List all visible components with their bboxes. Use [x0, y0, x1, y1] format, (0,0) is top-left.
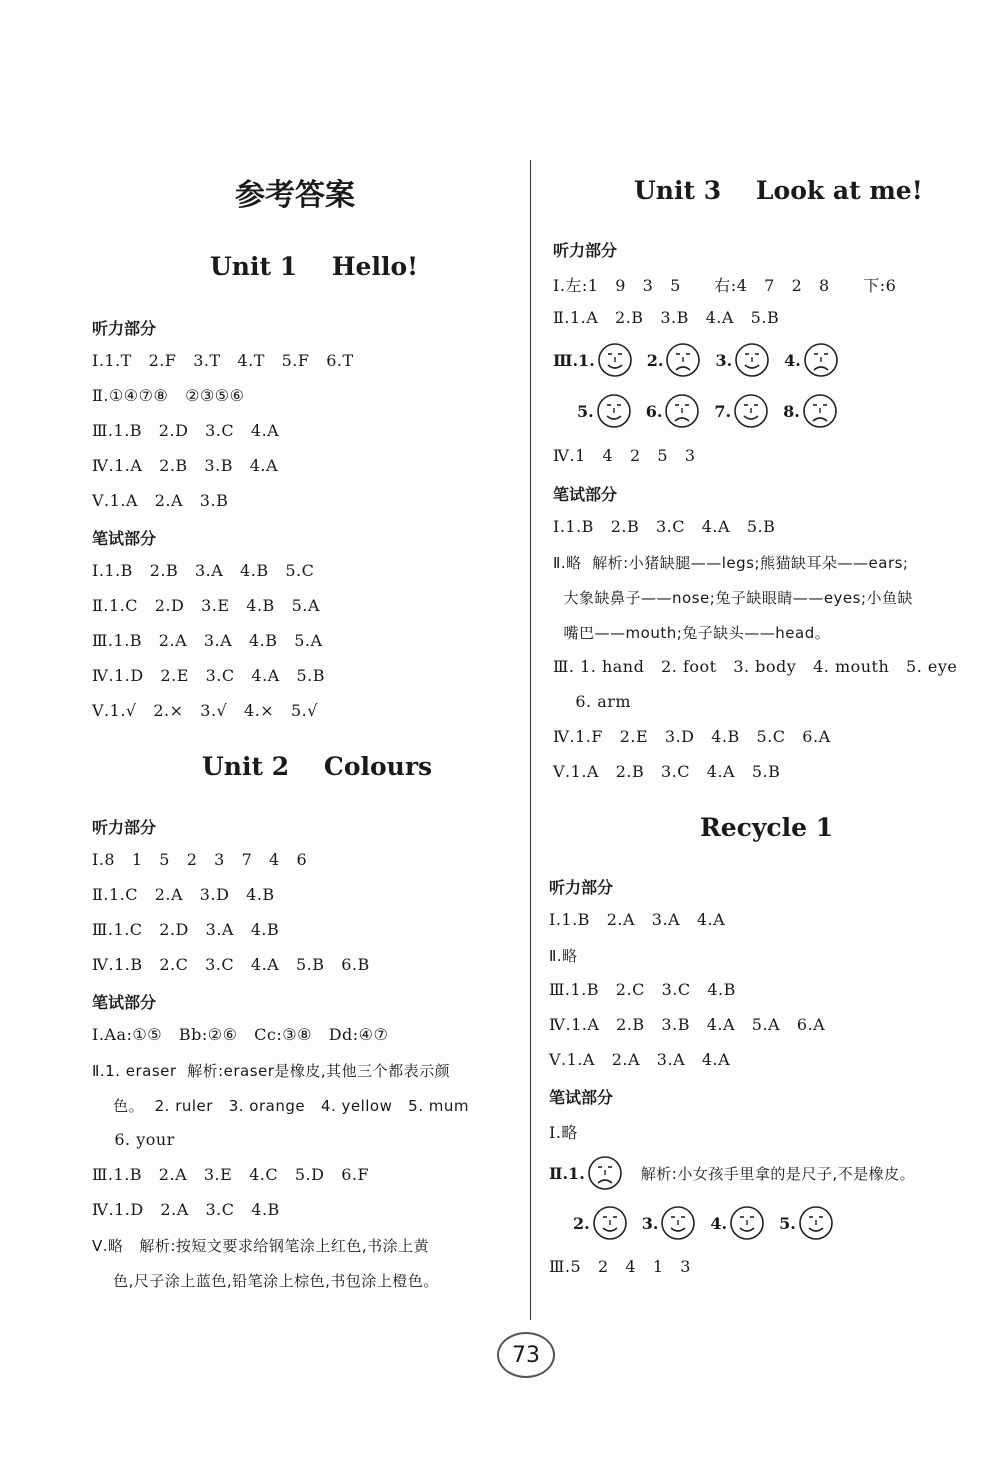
- face-label: 3.: [715, 350, 733, 370]
- face-label: 5.: [577, 401, 594, 421]
- recycle1-listening-label: 听力部分: [549, 878, 614, 897]
- page-title: 参考答案: [235, 178, 355, 213]
- answer-line: Ⅳ.1.F 2.E 3.D 4.B 5.C 6.A: [553, 727, 831, 746]
- answer-line: Ⅲ.1.C 2.D 3.A 4.B: [92, 920, 280, 939]
- happy-face-icon: [592, 1205, 628, 1241]
- face-label: 6.: [645, 401, 663, 421]
- unit2-listening-label: 听力部分: [92, 818, 157, 837]
- recycle1-faces-row1: [549, 1155, 915, 1191]
- unit2-writing-label: 笔试部分: [92, 993, 157, 1012]
- face-item: [647, 342, 702, 378]
- answer-line: Ⅰ.8 1 5 2 3 7 4 6: [92, 850, 308, 869]
- face-item: [573, 1205, 628, 1241]
- happy-face-icon: [798, 1205, 834, 1241]
- unit3-line2: Ⅱ.1.A 2.B 3.B 4.A 5.B: [553, 308, 780, 327]
- happy-face-icon: [597, 342, 633, 378]
- sad-face-icon: [802, 393, 838, 429]
- answer-line: Ⅲ.1.B 2.A 3.E 4.C 5.D 6.F: [92, 1165, 370, 1184]
- happy-face-icon: [734, 342, 770, 378]
- recycle1-note: 解析:小女孩手里拿的是尺子,不是橡皮。: [640, 1164, 916, 1183]
- answer-line: Ⅰ.1.B 2.A 3.A 4.A: [549, 910, 726, 929]
- unit3-line4: Ⅳ.1 4 2 5 3: [553, 446, 696, 465]
- face-label: 4.: [784, 350, 801, 370]
- answer-line: Ⅱ.1.C 2.A 3.D 4.B: [92, 885, 275, 904]
- unit1-listening-label: 听力部分: [92, 319, 157, 338]
- face-item: [577, 393, 632, 429]
- sad-face-icon: [664, 393, 700, 429]
- answer-line: 大象缺鼻子——nose;兔子缺眼睛——eyes;小鱼缺: [553, 589, 914, 607]
- answer-line: Ⅴ.略 解析:按短文要求给钢笔涂上红色,书涂上黄: [92, 1237, 430, 1255]
- face-item: [714, 393, 769, 429]
- answer-line: 嘴巴——mouth;兔子缺头——head。: [553, 624, 831, 642]
- answer-line: Ⅱ.1. eraser 解析:eraser是橡皮,其他三个都表示颜: [92, 1062, 451, 1080]
- answer-line: Ⅰ.1.T 2.F 3.T 4.T 5.F 6.T: [92, 351, 354, 370]
- recycle1-last-line: Ⅲ.5 2 4 1 3: [549, 1257, 691, 1276]
- face-label: Ⅲ.1.: [553, 350, 595, 370]
- page-number: 73: [497, 1332, 555, 1378]
- face-label: 7.: [714, 401, 732, 421]
- answer-line: Ⅰ.1.B 2.B 3.A 4.B 5.C: [92, 561, 315, 580]
- answer-line: Ⅱ.略 解析:小猪缺腿——legs;熊猫缺耳朵——ears;: [553, 554, 909, 572]
- answer-line: Ⅲ. 1. hand 2. foot 3. body 4. mouth 5. eye: [553, 657, 958, 676]
- face-label: 8.: [783, 401, 800, 421]
- face-item: [783, 393, 838, 429]
- unit2-heading: Unit 2 Colours: [202, 752, 433, 781]
- happy-face-icon: [733, 393, 769, 429]
- answer-line: Ⅳ.1.A 2.B 3.B 4.A 5.A 6.A: [549, 1015, 826, 1034]
- answer-line: Ⅳ.1.B 2.C 3.C 4.A 5.B 6.B: [92, 955, 370, 974]
- face-item: [784, 342, 839, 378]
- unit3-line1: Ⅰ.左:1 9 3 5 右:4 7 2 8 下:6: [553, 276, 897, 295]
- answer-line: 6. arm: [553, 692, 632, 711]
- answer-line: Ⅲ.1.B 2.C 3.C 4.B: [549, 980, 736, 999]
- answer-line: 6. your: [92, 1130, 175, 1149]
- happy-face-icon: [660, 1205, 696, 1241]
- divider: [530, 160, 531, 1320]
- face-label: Ⅱ.1.: [549, 1163, 585, 1183]
- face-item: [642, 1205, 697, 1241]
- answer-line: Ⅰ.1.B 2.B 3.C 4.A 5.B: [553, 517, 776, 536]
- answer-line: Ⅳ.1.A 2.B 3.B 4.A: [92, 456, 279, 475]
- face-label: 3.: [641, 1213, 659, 1233]
- unit1-writing-label: 笔试部分: [92, 529, 157, 548]
- face-item: [779, 1205, 834, 1241]
- unit1-heading: Unit 1 Hello!: [210, 252, 419, 281]
- answer-line: Ⅴ.1.A 2.A 3.A 4.A: [549, 1050, 731, 1069]
- sad-face-icon: [803, 342, 839, 378]
- face-item: [715, 342, 770, 378]
- recycle1-heading: Recycle 1: [700, 813, 834, 842]
- answer-line: Ⅳ.1.D 2.A 3.C 4.B: [92, 1200, 280, 1219]
- happy-face-icon: [729, 1205, 765, 1241]
- face-item: [646, 393, 701, 429]
- face-item: [710, 1205, 765, 1241]
- face-label: 4.: [710, 1213, 728, 1233]
- face-label: 2.: [573, 1213, 590, 1233]
- sad-face-icon: [665, 342, 701, 378]
- recycle1-writing-label: 笔试部分: [549, 1088, 614, 1107]
- answer-line: Ⅲ.1.B 2.D 3.C 4.A: [92, 421, 280, 440]
- unit3-listening-label: 听力部分: [553, 241, 618, 260]
- answer-line: Ⅱ.略: [549, 947, 578, 965]
- unit3-heading: Unit 3 Look at me!: [634, 176, 923, 205]
- face-label: 5.: [779, 1213, 796, 1233]
- answer-line: Ⅳ.1.D 2.E 3.C 4.A 5.B: [92, 666, 325, 685]
- answer-line: 色。 2. ruler 3. orange 4. yellow 5. mum: [92, 1097, 469, 1115]
- answer-line: Ⅱ.①④⑦⑧ ②③⑤⑥: [92, 386, 245, 405]
- unit3-faces-row1: [553, 342, 853, 378]
- unit3-faces-row2: [577, 393, 852, 429]
- recycle1-writing-line1: Ⅰ.略: [549, 1123, 578, 1142]
- answer-line: Ⅱ.1.C 2.D 3.E 4.B 5.A: [92, 596, 320, 615]
- happy-face-icon: [596, 393, 632, 429]
- face-item: [553, 342, 633, 378]
- answer-line: 色,尺子涂上蓝色,铅笔涂上棕色,书包涂上橙色。: [92, 1272, 439, 1290]
- answer-line: Ⅲ.1.B 2.A 3.A 4.B 5.A: [92, 631, 323, 650]
- face-label: 2.: [646, 350, 664, 370]
- recycle1-faces-row2: [573, 1205, 848, 1241]
- answer-line: Ⅴ.1.A 2.A 3.B: [92, 491, 229, 510]
- answer-line: Ⅴ.1.A 2.B 3.C 4.A 5.B: [553, 762, 781, 781]
- unit3-writing-label: 笔试部分: [553, 485, 618, 504]
- answer-line: Ⅰ.Aa:①⑤ Bb:②⑥ Cc:③⑧ Dd:④⑦: [92, 1025, 389, 1044]
- sad-face-icon: [587, 1155, 623, 1191]
- answer-line: Ⅴ.1.√ 2.× 3.√ 4.× 5.√: [92, 701, 318, 720]
